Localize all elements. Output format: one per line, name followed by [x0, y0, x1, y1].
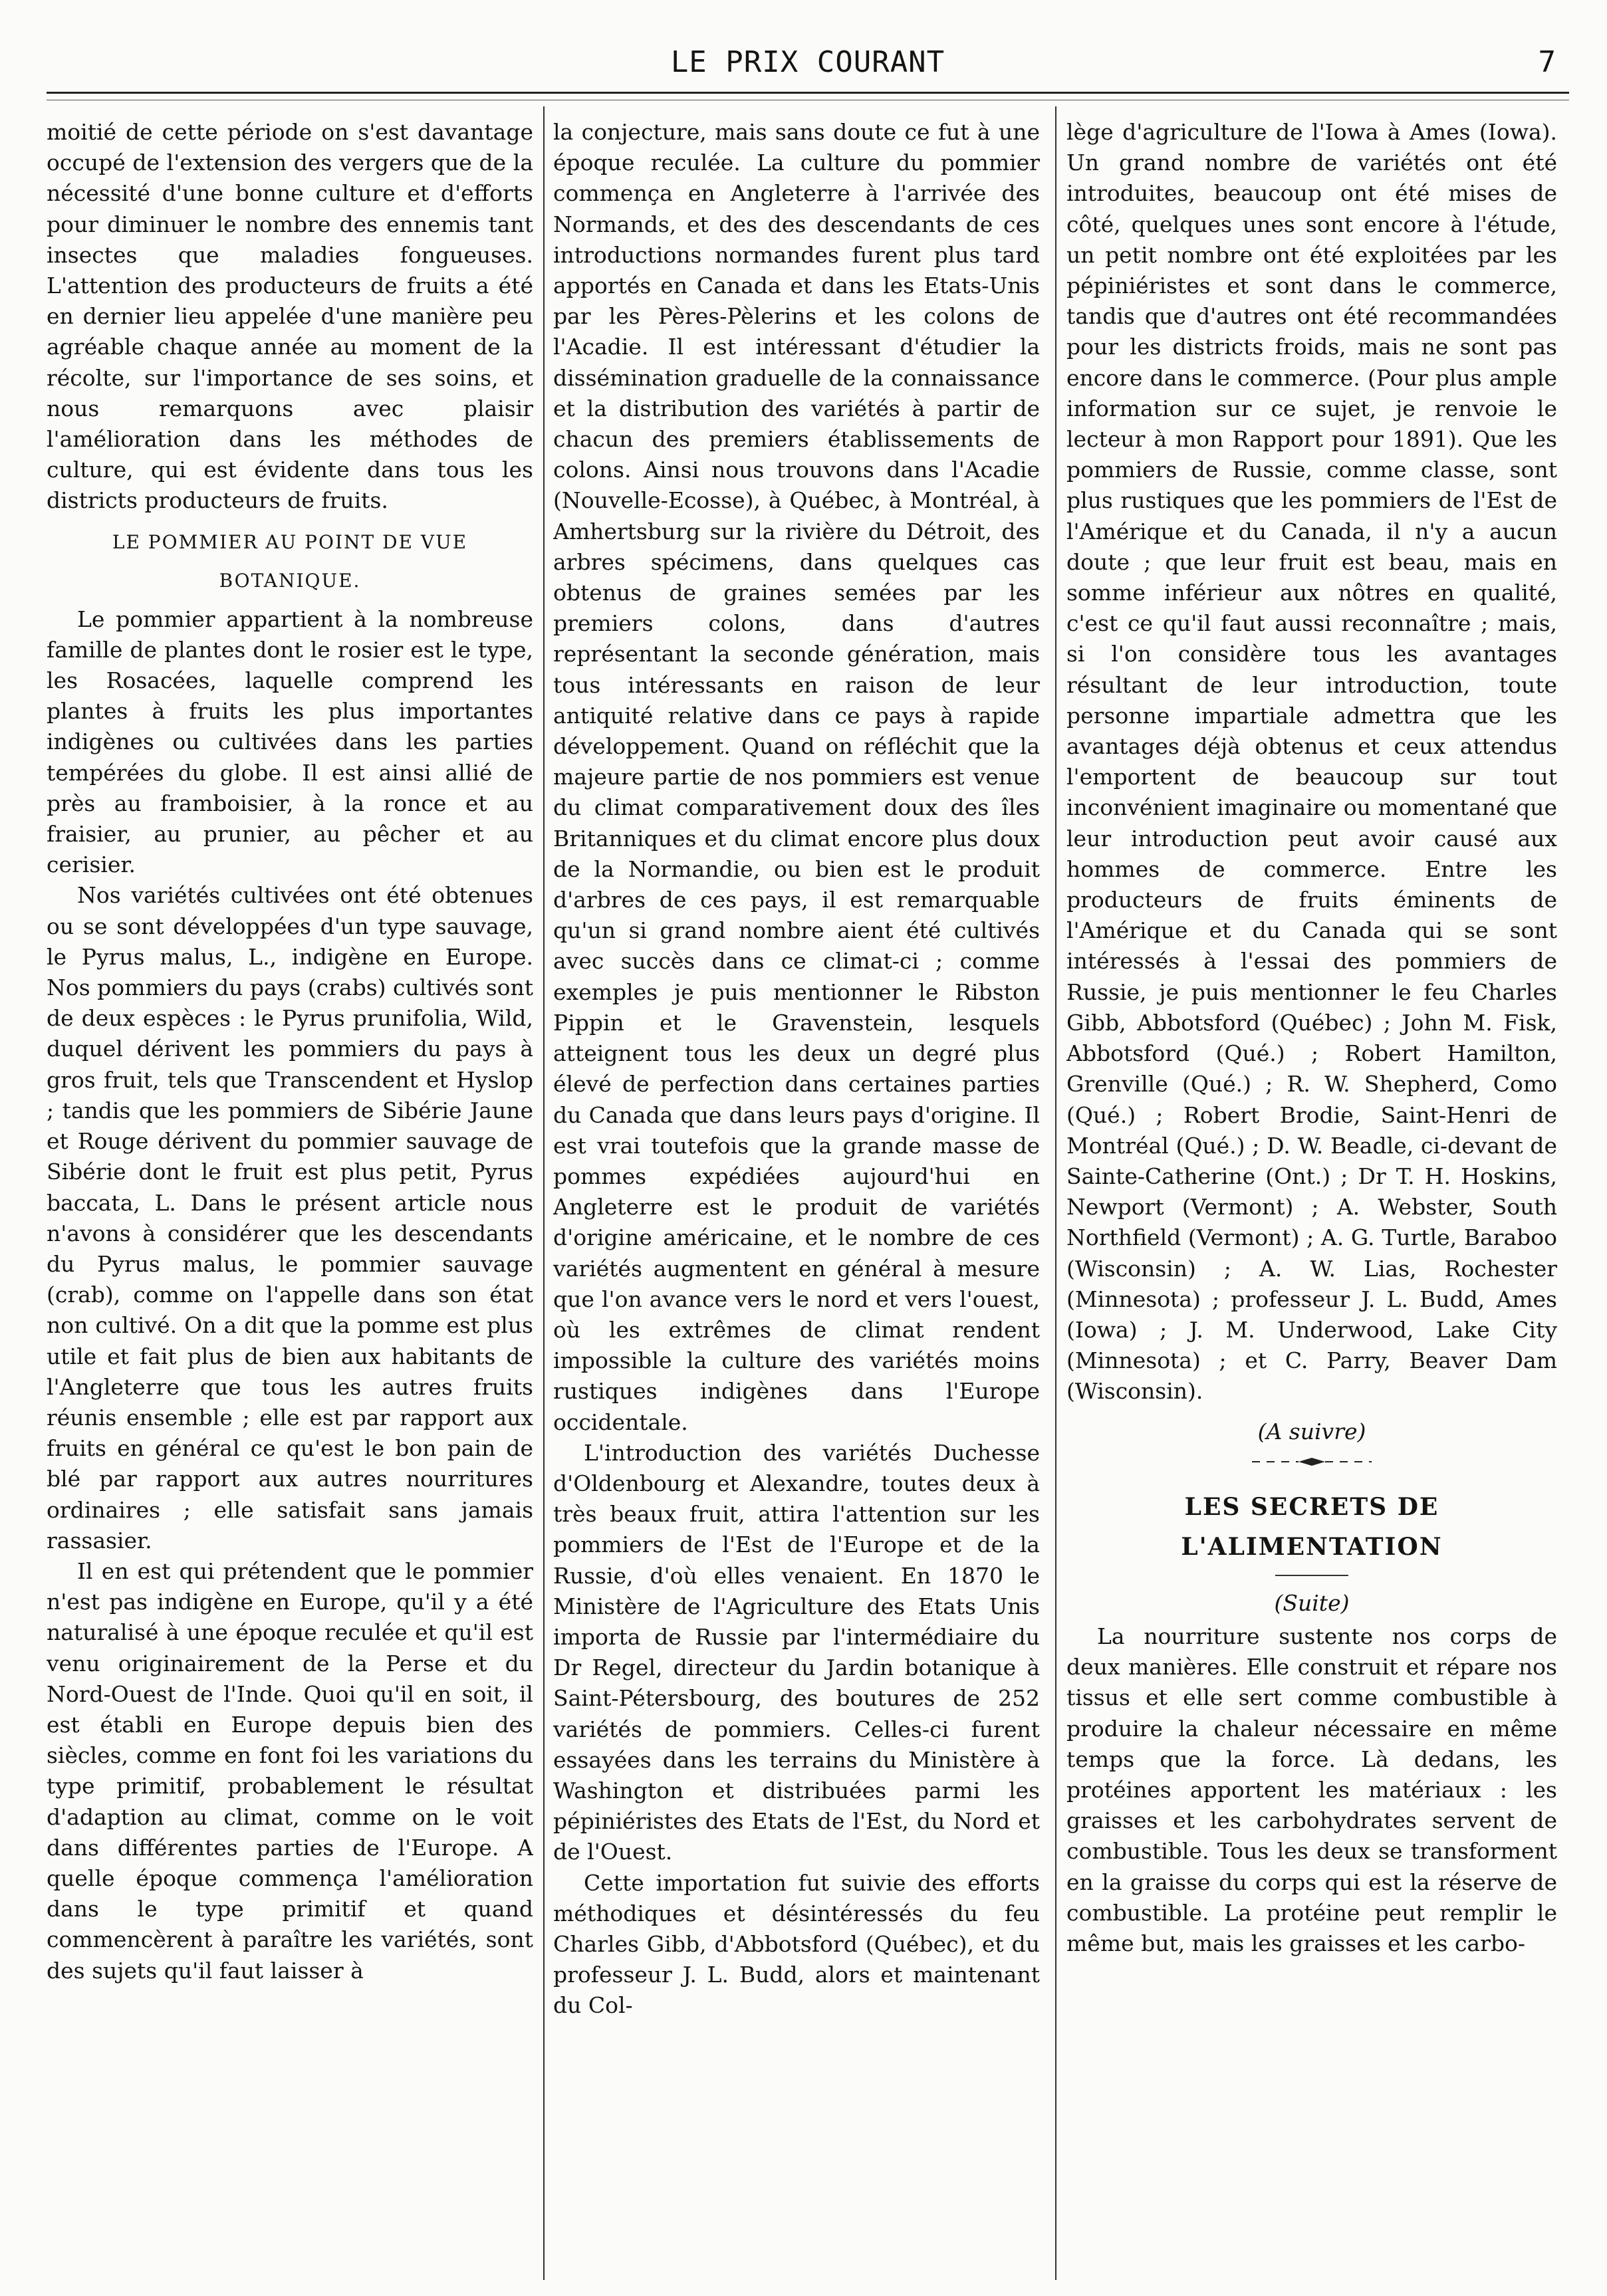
title-rule — [1275, 1575, 1348, 1576]
suite-note: (Suite) — [1274, 1589, 1350, 1616]
article-title: LES SECRETS DE L'ALIMENTATION — [1181, 1492, 1443, 1561]
paragraph: Il en est qui prétendent que le pommier n'est pas indigène en Europe, qu'il y a été naturalisé à une époque reculée et qu'il est venu originairement de la Perse et du Nord-Ouest de l'Inde. Quoi qu'il en soit, il est établi en Europe depuis bien des siècles, comme en font foi les variations du type primitif, probablement le résultat d'adaption au climat, comme on le voit dans différentes parties de l'Europe. A quelle époque commença l'amélioration dans le type primitif et quand commencèrent à paraître les variétés, sont des sujets qu'il faut laisser à — [47, 1557, 533, 1984]
header-rule — [47, 92, 1569, 94]
paragraph: La nourriture sustente nos corps de deux manières. Elle construit et répare nos tissus et elle sert comme combustible à produire la chaleur nécessaire en même temps que la force. Là dedans, les protéines apportent les matériaux : les graisses et les carbohydrates servent de combustible. Tous les deux se transforment en la graisse du corps qui est la réserve de combustible. La protéine peut remplir le même but, mais les graisses et les carbo- — [1066, 1623, 1557, 1956]
journal-title: LE PRIX COURANT — [670, 45, 945, 79]
column-2 — [553, 117, 1040, 2277]
ornament-divider-icon — [1066, 1454, 1557, 1474]
page-number: 7 — [1538, 45, 1556, 79]
column-divider-2 — [1055, 106, 1056, 2280]
a-suivre-note: (A suivre) — [1257, 1418, 1366, 1444]
paragraph: la conjecture, mais sans doute ce fut à une époque reculée. La culture du pommier commença en Angleterre à l'arrivée des Normands, et des des descendants de ces introductions normandes furent plus tard apportés en Canada et dans les Etats-Unis par les Pères-Pèlerins et les colons de l'Acadie. Il est intéressant d'étudier la dissémination graduelle de la connaissance et la distribution des variétés à partir de chacun des premiers établissements de colons. Ainsi nous trouvons dans l'Acadie (Nouvelle-Ecosse), à Québec, à Montréal, à Amhertsburg sur la rivière du Détroit, des arbres spécimens, dans quelques cas obtenus de graines semées par les premiers colons, dans d'autres représentant la seconde génération, mais tous intéressants en raison de leur antiquité relative dans ce pays à rapide développement. Quand on réfléchit que la majeure partie de nos pommiers est venue du climat comparativement doux des îles Britanniques et du climat encore plus doux de la Normandie, ou bien est le produit d'arbres de ces pays, il est remarquable qu'un si grand nombre aient été cultivés avec succès dans ce climat-ci ; comme exemples je puis mentionner le Ribston Pippin et le Gravenstein, lesquels atteignent tous les deux un degré plus élevé de perfection dans certaines parties du Canada que dans leurs pays d'origine. Il est vrai toutefois que la grande masse de pommes expédiées aujourd'hui en Angleterre est le produit de variétés d'origine américaine, et le nombre de ces variétés augmentent en général à mesure que l'on avance vers le nord et vers l'ouest, où les extrêmes de climat rendent impossible la culture des variétés moins rustiques indigènes dans l'Europe occidentale. — [553, 119, 1040, 1435]
paragraph: lège d'agriculture de l'Iowa à Ames (Iowa). Un grand nombre de variétés ont été introduites, beaucoup ont été mises de côté, quelques unes sont encore à l'étude, un petit nombre ont été exploitées par les pépiniéristes et sont dans le commerce, tandis que d'autres ont été recommandées pour les districts froids, mais ne sont pas encore dans le commerce. (Pour plus ample information sur ce sujet, je renvoie le lecteur à mon Rapport pour 1891). Que les pommiers de Russie, comme classe, sont plus rustiques que les pommiers de l'Est de l'Amérique et du Canada, il n'y a aucun doute ; que leur fruit est beau, mais en somme inférieur aux nôtres en qualité, c'est ce qu'il faut aussi reconnaître ; mais, si l'on considère tous les avantages résultant de leur introduction, toute personne impartiale admettra que les avantages déjà obtenus et ceux attendus l'emportent de beaucoup sur tout inconvénient imaginaire ou momentané que leur introduction peut avoir causé aux hommes de commerce. Entre les producteurs de fruits éminents de l'Amérique et du Canada qui se sont intéressés à l'essai des pommiers de Russie, je puis mentionner le feu Charles Gibb, Abbotsford (Québec) ; John M. Fisk, Abbotsford (Qué.) ; Robert Hamilton, Grenville (Qué.) ; R. W. Shepherd, Como (Qué.) ; Robert Brodie, Saint-Henri de Montréal (Qué.) ; D. W. Beadle, ci-devant de Sainte-Catherine (Ont.) ; Dr T. H. Hoskins, Newport (Vermont) ; A. Webster, South Northfield (Vermont) ; A. G. Turtle, Baraboo (Wisconsin) ; A. W. Lias, Rochester (Minnesota) ; professeur J. L. Budd, Ames (Iowa) ; J. M. Underwood, Lake City (Minnesota) ; et C. Parry, Beaver Dam (Wisconsin). — [1066, 119, 1557, 1405]
paragraph: L'introduction des variétés Duchesse d'Oldenbourg et Alexandre, toutes deux à très beaux fruit, attira l'attention sur les pommiers de l'Est de l'Europe et de la Russie, d'où elles venaient. En 1870 le Ministère de l'Agriculture des Etats Unis importa de Russie par l'intermédiaire du Dr Regel, directeur du Jardin botanique à Saint-Pétersbourg, des boutures de 252 variétés de pommiers. Celles-ci furent essayées dans les terrains du Ministère à Washington et distribuées parmi les pépiniéristes des Etats de l'Est, du Nord et de l'Ouest. — [553, 1439, 1040, 1865]
section-heading-botanique: LE POMMIER AU POINT DE VUE BOTANIQUE. — [112, 530, 468, 592]
column-1 — [47, 117, 533, 2277]
paragraph: Cette importation fut suivie des efforts méthodiques et désintéressés du feu Charles Gibb, d'Abbotsford (Québec), et du professeur J. L. Budd, alors et maintenant du Col- — [553, 1869, 1040, 2019]
paragraph: Nos variétés cultivées ont été obtenues ou se sont développées d'un type sauvage, le Pyrus malus, L., indigène en Europe. Nos pommiers du pays (crabs) cultivés sont de deux espèces : le Pyrus prunifolia, Wild, duquel dérivent les pommiers du pays à gros fruit, tels que Transcendent et Hyslop ; tandis que les pommiers de Sibérie Jaune et Rouge dérivent du pommier sauvage de Sibérie dont le fruit est plus petit, Pyrus baccata, L. Dans le présent article nous n'avons à considérer que les descendants du Pyrus malus, le pommier sauvage (crab), comme on l'appelle dans son état non cultivé. On a dit que la pomme est plus utile et fait plus de bien aux habitants de l'Angleterre que tous les autres fruits réunis ensemble ; elle est par rapport aux fruits en général ce qu'est le bon pain de blé par rapport aux autres nourritures ordinaires ; elle satisfait sans jamais rassasier. — [47, 882, 533, 1553]
page-header — [47, 41, 1569, 81]
column-divider-1 — [543, 106, 545, 2280]
column-3 — [1066, 117, 1557, 2277]
paragraph: moitié de cette période on s'est davantage occupé de l'extension des vergers que de la nécessité d'une bonne culture et d'efforts pour diminuer le nombre des ennemis tant insectes que maladies fongueuses. L'attention des producteurs de fruits a été en dernier lieu appelée d'une manière peu agréable chaque année au moment de la récolte, sur l'importance de ses soins, et nous remarquons avec plaisir l'amélioration dans les méthodes de culture, qui est évidente dans tous les districts producteurs de fruits. — [47, 119, 533, 514]
paragraph: Le pommier appartient à la nombreuse famille de plantes dont le rosier est le type, les Rosacées, laquelle comprend les plantes à fruits les plus importantes indigènes ou cultivées dans les parties tempérées du globe. Il est ainsi allié de près au framboisier, à la ronce et au fraisier, au prunier, au pêcher et au cerisier. — [47, 606, 533, 878]
